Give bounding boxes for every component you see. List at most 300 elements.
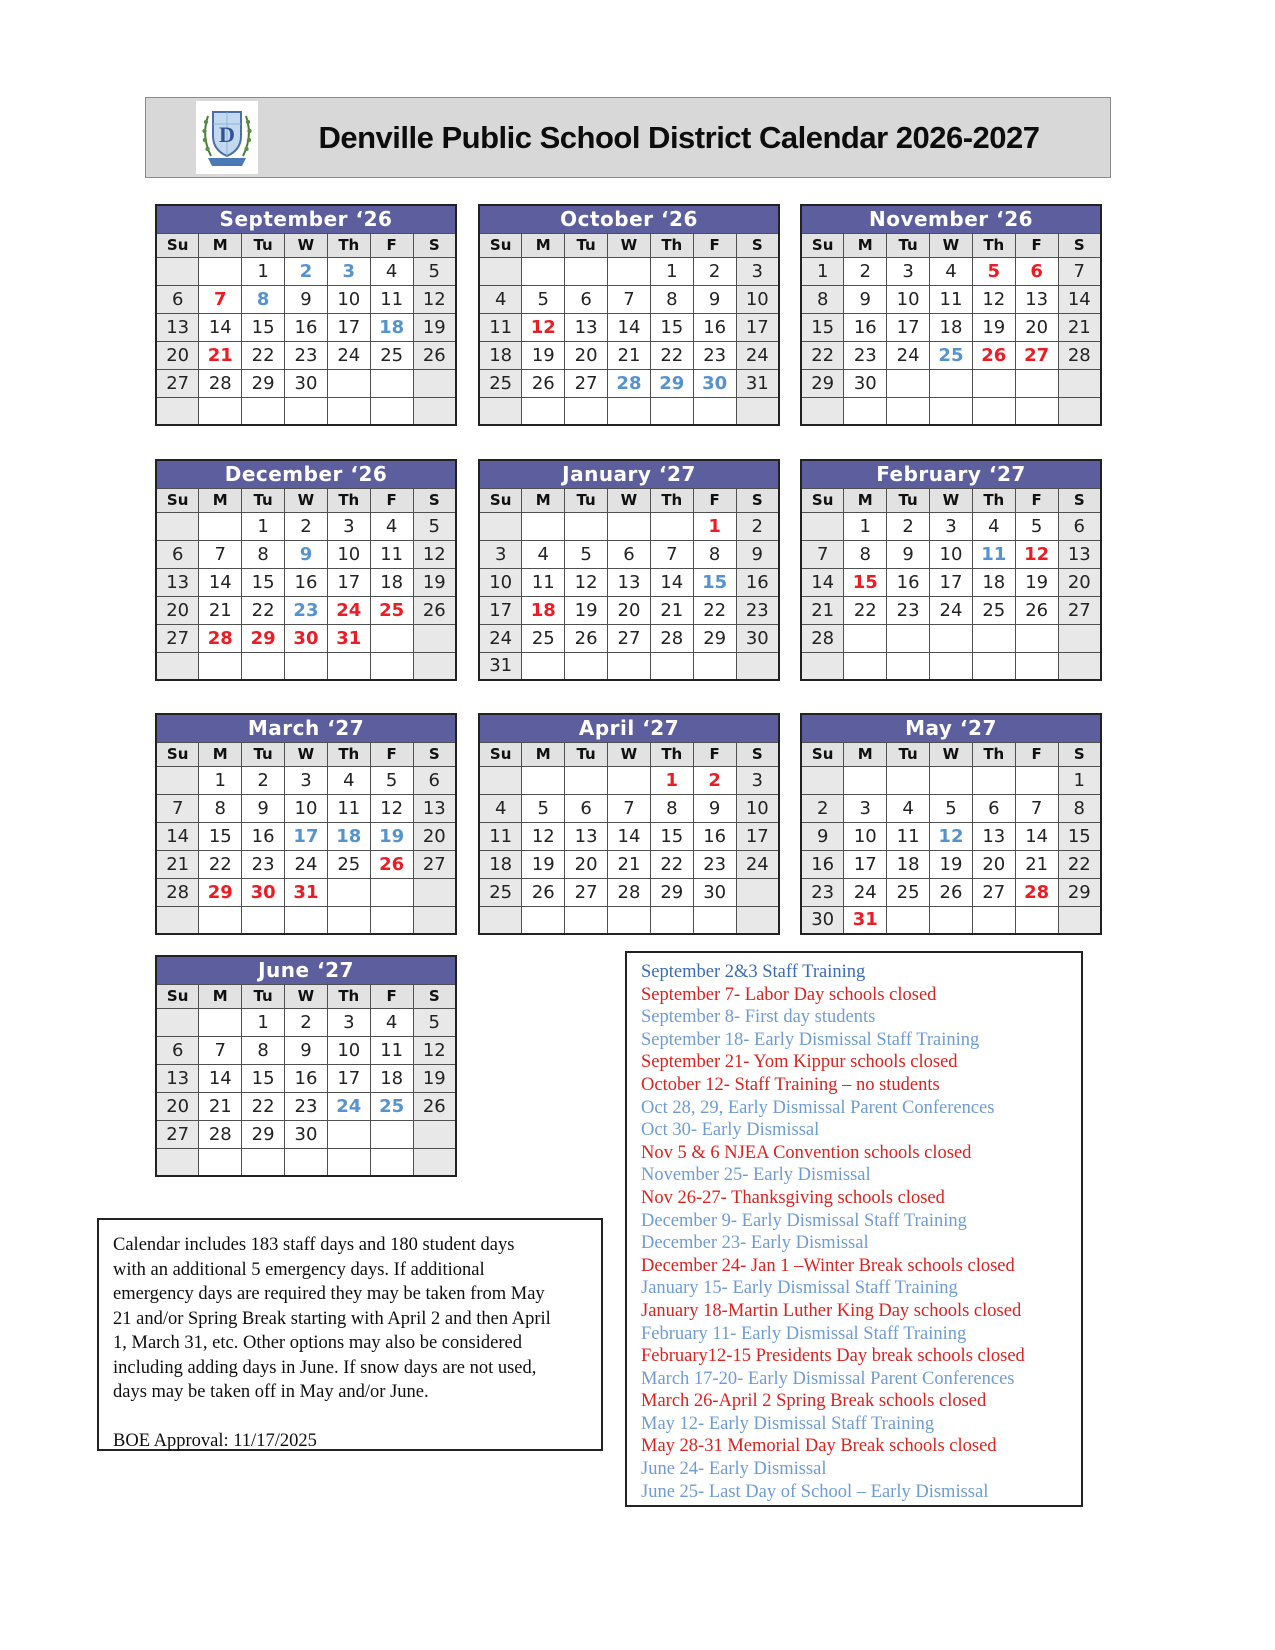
day-cell: [1015, 906, 1058, 934]
day-cell: 13: [565, 822, 608, 850]
day-cell: 7: [801, 540, 844, 568]
day-cell: 3: [285, 766, 328, 794]
weekday-header: W: [608, 233, 651, 257]
day-cell: 17: [887, 313, 930, 341]
day-cell: 28: [199, 1120, 242, 1148]
district-logo: [196, 101, 258, 174]
month-january-27: [478, 459, 780, 681]
day-cell: 2: [693, 766, 736, 794]
day-cell: 23: [887, 596, 930, 624]
day-cell: 14: [608, 313, 651, 341]
day-cell: [370, 1120, 413, 1148]
weekday-header: Th: [327, 742, 370, 766]
day-cell: 16: [242, 822, 285, 850]
day-cell: 9: [736, 540, 779, 568]
day-cell: 25: [479, 369, 522, 397]
day-cell: 13: [413, 794, 456, 822]
day-cell: 14: [199, 568, 242, 596]
day-cell: [1015, 397, 1058, 425]
day-cell: 8: [693, 540, 736, 568]
day-cell: 3: [327, 1008, 370, 1036]
day-cell: 10: [327, 285, 370, 313]
day-cell: 10: [285, 794, 328, 822]
day-cell: 28: [199, 624, 242, 652]
day-cell: 28: [1058, 341, 1101, 369]
day-cell: [930, 652, 973, 680]
legend-item: March 17-20- Early Dismissal Parent Conferences: [641, 1368, 1015, 1389]
legend-item: September 21- Yom Kippur schools closed: [641, 1052, 958, 1073]
weekday-header: Th: [650, 742, 693, 766]
day-cell: 22: [1058, 850, 1101, 878]
day-cell: [565, 906, 608, 934]
day-cell: 1: [650, 766, 693, 794]
day-cell: [242, 397, 285, 425]
day-cell: 31: [736, 369, 779, 397]
day-cell: 27: [156, 369, 199, 397]
day-cell: 9: [285, 540, 328, 568]
weekday-header: F: [370, 233, 413, 257]
day-cell: [1015, 369, 1058, 397]
day-cell: 9: [887, 540, 930, 568]
weekday-header: Th: [327, 233, 370, 257]
legend-item: October 12- Staff Training – no students: [641, 1074, 940, 1095]
day-cell: 25: [370, 1092, 413, 1120]
weekday-header: F: [693, 742, 736, 766]
day-cell: 18: [479, 850, 522, 878]
weekday-header: F: [1015, 488, 1058, 512]
day-cell: 18: [370, 568, 413, 596]
day-cell: 7: [608, 285, 651, 313]
legend-item: September 8- First day students: [641, 1007, 876, 1028]
day-cell: 8: [242, 1036, 285, 1064]
day-cell: [608, 397, 651, 425]
day-cell: 29: [1058, 878, 1101, 906]
day-cell: [608, 512, 651, 540]
legend-item: Oct 30- Early Dismissal: [641, 1120, 820, 1141]
day-cell: 20: [156, 341, 199, 369]
weekday-header: Tu: [887, 742, 930, 766]
day-cell: 8: [650, 794, 693, 822]
weekday-header: W: [930, 488, 973, 512]
weekday-header: Th: [327, 984, 370, 1008]
day-cell: 27: [156, 624, 199, 652]
day-cell: 29: [199, 878, 242, 906]
day-cell: 21: [608, 341, 651, 369]
day-cell: [930, 369, 973, 397]
day-cell: [972, 397, 1015, 425]
legend-item: September 7- Labor Day schools closed: [641, 984, 937, 1005]
day-cell: 15: [693, 568, 736, 596]
day-cell: 20: [156, 1092, 199, 1120]
day-cell: 22: [242, 1092, 285, 1120]
day-cell: [479, 512, 522, 540]
day-cell: 20: [156, 596, 199, 624]
day-cell: 1: [1058, 766, 1101, 794]
day-cell: 24: [736, 850, 779, 878]
day-cell: 5: [930, 794, 973, 822]
day-cell: 26: [522, 878, 565, 906]
day-cell: 24: [736, 341, 779, 369]
day-cell: 24: [887, 341, 930, 369]
day-cell: [156, 906, 199, 934]
day-cell: [1015, 652, 1058, 680]
weekday-header: Su: [479, 488, 522, 512]
day-cell: 5: [1015, 512, 1058, 540]
day-cell: 4: [479, 794, 522, 822]
day-cell: 13: [608, 568, 651, 596]
day-cell: 19: [972, 313, 1015, 341]
day-cell: 5: [522, 794, 565, 822]
day-cell: [972, 766, 1015, 794]
day-cell: [156, 652, 199, 680]
day-cell: 28: [1015, 878, 1058, 906]
day-cell: [930, 766, 973, 794]
day-cell: 22: [242, 596, 285, 624]
day-cell: [1058, 624, 1101, 652]
day-cell: 30: [285, 624, 328, 652]
day-cell: 11: [479, 822, 522, 850]
day-cell: [736, 397, 779, 425]
legend-item: June 24- Early Dismissal: [641, 1459, 827, 1480]
svg-text:D: D: [219, 121, 235, 147]
weekday-header: S: [1058, 233, 1101, 257]
month-december-26: [155, 459, 457, 681]
day-cell: 24: [327, 596, 370, 624]
day-cell: 12: [413, 540, 456, 568]
day-cell: 8: [801, 285, 844, 313]
weekday-header: S: [413, 742, 456, 766]
day-cell: 11: [327, 794, 370, 822]
day-cell: [972, 624, 1015, 652]
day-cell: 17: [736, 313, 779, 341]
day-cell: 17: [930, 568, 973, 596]
day-cell: 22: [199, 850, 242, 878]
day-cell: [156, 397, 199, 425]
day-cell: 25: [522, 624, 565, 652]
day-cell: 24: [479, 624, 522, 652]
day-cell: 9: [242, 794, 285, 822]
day-cell: 12: [522, 313, 565, 341]
day-cell: 1: [693, 512, 736, 540]
day-cell: 19: [522, 341, 565, 369]
day-cell: [156, 512, 199, 540]
day-cell: 10: [844, 822, 887, 850]
day-cell: 1: [242, 257, 285, 285]
weekday-header: M: [844, 488, 887, 512]
day-cell: [565, 397, 608, 425]
day-cell: 10: [736, 794, 779, 822]
day-cell: 15: [242, 1064, 285, 1092]
day-cell: 29: [801, 369, 844, 397]
day-cell: 22: [242, 341, 285, 369]
day-cell: [413, 397, 456, 425]
day-cell: [156, 257, 199, 285]
weekday-header: Tu: [565, 742, 608, 766]
day-cell: 13: [565, 313, 608, 341]
day-cell: [413, 624, 456, 652]
day-cell: 3: [930, 512, 973, 540]
day-cell: 19: [413, 313, 456, 341]
weekday-header: Su: [156, 742, 199, 766]
month-october-26: [478, 204, 780, 426]
weekday-header: W: [285, 233, 328, 257]
day-cell: 24: [844, 878, 887, 906]
day-cell: [327, 1148, 370, 1176]
weekday-header: S: [736, 742, 779, 766]
month-title: November ‘26: [801, 205, 1101, 233]
day-cell: [565, 766, 608, 794]
day-cell: 16: [285, 568, 328, 596]
day-cell: [1015, 624, 1058, 652]
day-cell: 21: [199, 596, 242, 624]
day-cell: 14: [1015, 822, 1058, 850]
day-cell: 9: [285, 285, 328, 313]
day-cell: [693, 652, 736, 680]
day-cell: 18: [479, 341, 522, 369]
day-cell: 12: [972, 285, 1015, 313]
day-cell: 12: [1015, 540, 1058, 568]
day-cell: [608, 766, 651, 794]
day-cell: [413, 369, 456, 397]
weekday-header: Th: [972, 742, 1015, 766]
weekday-header: W: [285, 488, 328, 512]
day-cell: 27: [972, 878, 1015, 906]
day-cell: [1058, 906, 1101, 934]
day-cell: [370, 369, 413, 397]
weekday-header: M: [199, 233, 242, 257]
legend-item: January 18-Martin Luther King Day schools closed: [641, 1300, 1022, 1321]
day-cell: [736, 652, 779, 680]
day-cell: [844, 652, 887, 680]
day-cell: 1: [199, 766, 242, 794]
day-cell: 18: [327, 822, 370, 850]
day-cell: 23: [693, 341, 736, 369]
day-cell: [522, 906, 565, 934]
weekday-header: W: [930, 742, 973, 766]
day-cell: [801, 512, 844, 540]
month-september-26: [155, 204, 457, 426]
day-cell: 3: [327, 512, 370, 540]
day-cell: 25: [972, 596, 1015, 624]
day-cell: 4: [479, 285, 522, 313]
day-cell: [370, 906, 413, 934]
day-cell: 26: [1015, 596, 1058, 624]
day-cell: [522, 397, 565, 425]
crest-icon: [199, 104, 255, 172]
day-cell: 12: [522, 822, 565, 850]
day-cell: 3: [736, 766, 779, 794]
day-cell: 16: [801, 850, 844, 878]
day-cell: 9: [693, 794, 736, 822]
weekday-header: W: [930, 233, 973, 257]
notes-line: days may be taken off in May and/or June.: [113, 1382, 429, 1402]
day-cell: 5: [522, 285, 565, 313]
day-cell: [370, 1148, 413, 1176]
day-cell: 7: [199, 540, 242, 568]
day-cell: 15: [801, 313, 844, 341]
day-cell: 24: [930, 596, 973, 624]
day-cell: [650, 906, 693, 934]
day-cell: [522, 652, 565, 680]
day-cell: 17: [327, 1064, 370, 1092]
day-cell: 4: [522, 540, 565, 568]
day-cell: [413, 1120, 456, 1148]
day-cell: 18: [930, 313, 973, 341]
day-cell: [693, 397, 736, 425]
day-cell: [285, 906, 328, 934]
day-cell: 7: [199, 1036, 242, 1064]
notes-text: [113, 1233, 593, 1405]
day-cell: [522, 512, 565, 540]
day-cell: 21: [650, 596, 693, 624]
day-cell: 15: [199, 822, 242, 850]
day-cell: [156, 1148, 199, 1176]
day-cell: 25: [887, 878, 930, 906]
header: [145, 97, 1111, 178]
day-cell: 2: [285, 512, 328, 540]
day-cell: 10: [327, 1036, 370, 1064]
day-cell: 31: [285, 878, 328, 906]
day-cell: 18: [972, 568, 1015, 596]
day-cell: [565, 512, 608, 540]
day-cell: 11: [370, 540, 413, 568]
weekday-header: Su: [479, 233, 522, 257]
day-cell: 12: [565, 568, 608, 596]
day-cell: 3: [887, 257, 930, 285]
weekday-header: Su: [156, 233, 199, 257]
day-cell: 13: [1058, 540, 1101, 568]
day-cell: [522, 257, 565, 285]
day-cell: [887, 397, 930, 425]
weekday-header: M: [199, 488, 242, 512]
day-cell: 1: [801, 257, 844, 285]
day-cell: 8: [242, 285, 285, 313]
day-cell: 1: [650, 257, 693, 285]
day-cell: [887, 906, 930, 934]
day-cell: [199, 1008, 242, 1036]
day-cell: [413, 878, 456, 906]
day-cell: 4: [972, 512, 1015, 540]
day-cell: 17: [844, 850, 887, 878]
day-cell: 27: [608, 624, 651, 652]
day-cell: 14: [1058, 285, 1101, 313]
weekday-header: Tu: [887, 488, 930, 512]
legend-item: Nov 5 & 6 NJEA Convention schools closed: [641, 1142, 972, 1163]
month-title: June ‘27: [156, 956, 456, 984]
day-cell: 26: [565, 624, 608, 652]
day-cell: [199, 1148, 242, 1176]
month-title: February ‘27: [801, 460, 1101, 488]
weekday-header: Tu: [565, 488, 608, 512]
day-cell: 29: [650, 878, 693, 906]
day-cell: [370, 397, 413, 425]
day-cell: 9: [844, 285, 887, 313]
day-cell: 25: [930, 341, 973, 369]
day-cell: 11: [370, 285, 413, 313]
month-title: March ‘27: [156, 714, 456, 742]
day-cell: [608, 652, 651, 680]
day-cell: [156, 766, 199, 794]
day-cell: 2: [285, 1008, 328, 1036]
weekday-header: Tu: [565, 233, 608, 257]
day-cell: 14: [801, 568, 844, 596]
day-cell: 7: [199, 285, 242, 313]
day-cell: 31: [844, 906, 887, 934]
day-cell: 9: [285, 1036, 328, 1064]
day-cell: 5: [565, 540, 608, 568]
day-cell: 8: [1058, 794, 1101, 822]
day-cell: [650, 652, 693, 680]
day-cell: 7: [156, 794, 199, 822]
day-cell: [801, 766, 844, 794]
day-cell: 1: [242, 512, 285, 540]
day-cell: 11: [887, 822, 930, 850]
day-cell: 6: [1058, 512, 1101, 540]
day-cell: 3: [479, 540, 522, 568]
legend-item: February 11- Early Dismissal Staff Training: [641, 1323, 967, 1344]
day-cell: 11: [479, 313, 522, 341]
month-title: September ‘26: [156, 205, 456, 233]
day-cell: 26: [972, 341, 1015, 369]
day-cell: [930, 397, 973, 425]
day-cell: 6: [608, 540, 651, 568]
day-cell: 5: [413, 512, 456, 540]
weekday-header: M: [522, 742, 565, 766]
day-cell: 27: [1058, 596, 1101, 624]
day-cell: 28: [156, 878, 199, 906]
weekday-header: Tu: [242, 488, 285, 512]
weekday-header: F: [370, 984, 413, 1008]
day-cell: 15: [242, 313, 285, 341]
day-cell: 2: [887, 512, 930, 540]
day-cell: 29: [693, 624, 736, 652]
day-cell: 24: [327, 1092, 370, 1120]
day-cell: 5: [413, 257, 456, 285]
legend-item: Nov 26-27- Thanksgiving schools closed: [641, 1187, 945, 1208]
day-cell: [887, 369, 930, 397]
day-cell: 15: [650, 313, 693, 341]
day-cell: 27: [156, 1120, 199, 1148]
day-cell: [1058, 652, 1101, 680]
day-cell: 9: [801, 822, 844, 850]
day-cell: 17: [736, 822, 779, 850]
day-cell: 23: [693, 850, 736, 878]
notes-box: [97, 1218, 603, 1451]
day-cell: [1058, 369, 1101, 397]
day-cell: [972, 369, 1015, 397]
day-cell: 6: [1015, 257, 1058, 285]
day-cell: 20: [565, 341, 608, 369]
weekday-header: W: [285, 984, 328, 1008]
day-cell: 2: [693, 257, 736, 285]
day-cell: [199, 652, 242, 680]
notes-line: 1, March 31, etc. Other options may also be considered: [113, 1333, 522, 1353]
day-cell: 11: [522, 568, 565, 596]
month-february-27: [800, 459, 1102, 681]
weekday-header: M: [844, 742, 887, 766]
day-cell: 21: [156, 850, 199, 878]
day-cell: 3: [736, 257, 779, 285]
day-cell: [285, 1148, 328, 1176]
day-cell: 27: [1015, 341, 1058, 369]
day-cell: [370, 878, 413, 906]
day-cell: [801, 397, 844, 425]
day-cell: 29: [650, 369, 693, 397]
notes-line: Calendar includes 183 staff days and 180 student days: [113, 1235, 515, 1255]
day-cell: 26: [930, 878, 973, 906]
legend-item: June 25- Last Day of School – Early Dismissal: [641, 1481, 989, 1502]
weekday-header: Su: [156, 984, 199, 1008]
